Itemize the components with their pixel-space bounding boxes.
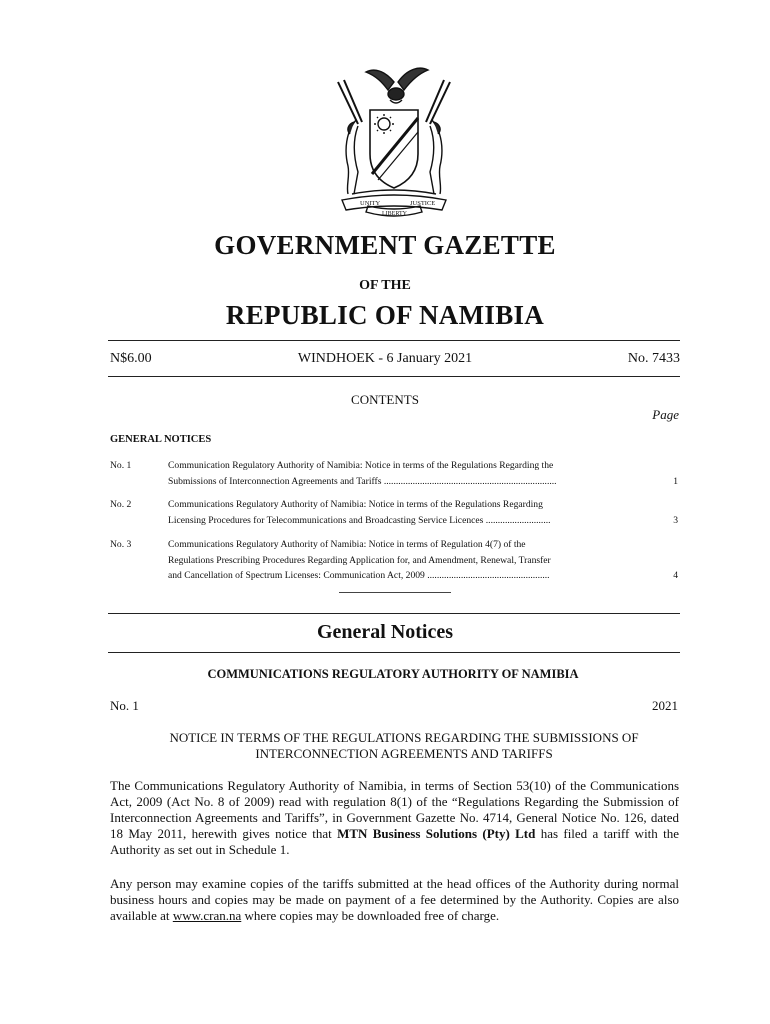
- notice-paragraph-2: [110, 876, 679, 924]
- gazette-price: N$6.00: [110, 351, 152, 366]
- motto-unity: UNITY: [360, 200, 381, 207]
- authority-heading: COMMUNICATIONS REGULATORY AUTHORITY OF NAMIBIA: [207, 667, 579, 681]
- gazette-date: WINDHOEK - 6 January 2021: [297, 351, 473, 366]
- toc-item-number: No. 3: [110, 539, 132, 550]
- gazette-republic: REPUBLIC OF NAMIBIA: [225, 300, 545, 330]
- toc-item-number: No. 2: [110, 499, 132, 510]
- paragraph-text: The Communications Regulatory Authority of Namibia, in terms of Section 53(10) of the Communications Act, 2009 (Act No. 8 of 2009) read with regulation 8(1) of the “Regulations Regarding the Submission of Interconnection Agreements and Tariffs”, in Government Gazette No. 4714, General Notice No. 126, dated 18 May 2011, herewith gives notice that: [110, 778, 679, 841]
- motto-liberty: LIBERTY: [382, 211, 407, 217]
- toc-item-3[interactable]: [110, 537, 680, 585]
- toc-item-line: Submissions of Interconnection Agreements and Tariffs ........................................................................: [168, 475, 557, 487]
- coat-of-arms-emblem: [318, 62, 470, 220]
- paragraph-text: where copies may be downloaded free of charge.: [241, 908, 500, 923]
- paragraph-text: Any person may examine copies of the tariffs submitted at the head offices of the Authority during normal business hours and copies may be made on payment of a fee determined by the Authority. Copies are also available at: [110, 876, 679, 923]
- section-rule-bottom: [108, 652, 680, 653]
- notice-number: No. 1: [110, 698, 139, 713]
- notice-title-line: INTERCONNECTION AGREEMENTS AND TARIFFS: [255, 746, 553, 761]
- toc-item-line: and Cancellation of Spectrum Licenses: Communication Act, 2009 ...................................................: [168, 570, 550, 581]
- gazette-title: GOVERNMENT GAZETTE: [214, 230, 556, 260]
- header-rule-top: [108, 340, 680, 341]
- toc-item-page: 3: [673, 514, 678, 526]
- notice-title: [110, 730, 698, 762]
- header-rule-bottom: [108, 376, 680, 377]
- notice-year: 2021: [652, 698, 678, 713]
- toc-item-line: Communications Regulatory Authority of Namibia: Notice in terms of Regulation 4(7) of the: [168, 539, 526, 550]
- toc-item-title: [168, 497, 640, 528]
- toc-item-line: Licensing Procedures for Telecommunications and Broadcasting Service Licences ...........................: [168, 514, 551, 526]
- toc-item-line: Communications Regulatory Authority of Namibia: Notice in terms of the Regulations Regarding: [168, 499, 543, 510]
- gazette-of-the: OF THE: [359, 278, 411, 293]
- contents-section-heading: GENERAL NOTICES: [110, 434, 212, 445]
- toc-item-2[interactable]: [110, 497, 680, 529]
- toc-item-line: Communication Regulatory Authority of Namibia: Notice in terms of the Regulations Regarding the: [168, 460, 554, 471]
- section-title: General Notices: [316, 621, 454, 643]
- toc-item-title: [168, 458, 640, 489]
- contents-page-label: Page: [652, 407, 679, 422]
- toc-item-title: [168, 537, 640, 584]
- motto-justice: JUSTICE: [410, 200, 436, 207]
- toc-item-page: 1: [673, 475, 678, 487]
- toc-item-page: 4: [673, 570, 678, 581]
- toc-item-line: Regulations Prescribing Procedures Regarding Application for, and Amendment, Renewal, Transfer: [168, 554, 551, 566]
- toc-item-1[interactable]: [110, 458, 680, 490]
- website-link[interactable]: www.cran.na: [172, 908, 242, 923]
- gazette-number: No. 7433: [627, 351, 680, 366]
- company-name: MTN Business Solutions (Pty) Ltd: [337, 826, 536, 841]
- section-rule-top: [108, 613, 680, 614]
- notice-paragraph-1: [110, 778, 679, 858]
- contents-heading: CONTENTS: [351, 392, 419, 407]
- contents-end-divider: [339, 592, 451, 593]
- notice-title-line: NOTICE IN TERMS OF THE REGULATIONS REGARDING THE SUBMISSIONS OF: [169, 730, 639, 745]
- paragraph-text: has filed a tariff with the Authority as set out in Schedule 1.: [110, 826, 679, 857]
- toc-item-number: No. 1: [110, 460, 132, 471]
